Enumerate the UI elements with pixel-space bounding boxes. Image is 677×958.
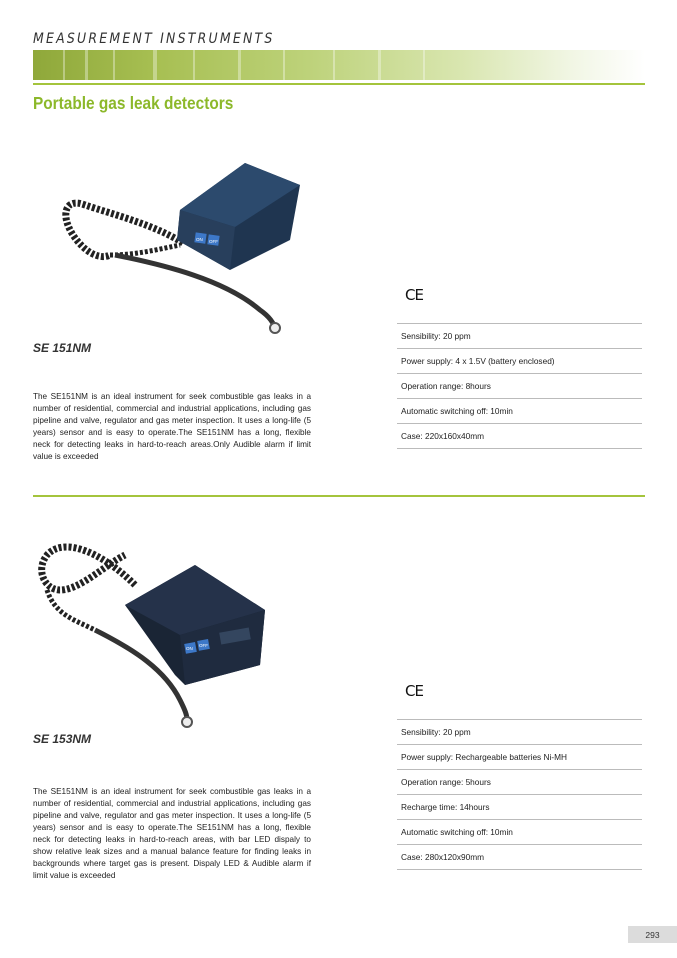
spec-row: Operation range: 5hours: [397, 770, 642, 795]
section-title: MEASUREMENT INSTRUMENTS: [33, 31, 275, 47]
spec-row: Automatic switching off: 10min: [397, 399, 642, 424]
ce-mark-icon: CE: [405, 286, 423, 304]
section-divider: [33, 495, 645, 497]
spec-row: Power supply: 4 x 1.5V (battery enclosed): [397, 349, 642, 374]
product-image-se151nm: [55, 155, 305, 345]
spec-row: Automatic switching off: 10min: [397, 820, 642, 845]
spec-row: Sensibility: 20 ppm: [397, 324, 642, 349]
header-rule: [33, 83, 645, 85]
header-banner: [33, 50, 645, 80]
spec-row: Operation range: 8hours: [397, 374, 642, 399]
spec-row: Recharge time: 14hours: [397, 795, 642, 820]
specs-table-se153nm: [397, 719, 642, 870]
model-se153nm: SE 153NM: [33, 732, 92, 746]
page-title: Portable gas leak detectors: [33, 93, 234, 113]
svg-text:ON: ON: [186, 646, 193, 651]
spec-row: Case: 280x120x90mm: [397, 845, 642, 870]
description-se151nm: The SE151NM is an ideal instrument for seek combustible gas leaks in a number of residential, commercial and industrial applications, including gas pipeline and valve, regulator and gas meter inspection. It uses a long-life (5 years) sensor and is easy to operate.The SE151NM has a long, flexible neck for detecting leaks in hard-to-reach areas.Only Audible alarm if limit value is exceeded: [33, 392, 311, 461]
spec-row: Sensibility: 20 ppm: [397, 720, 642, 745]
svg-text:OFF: OFF: [209, 239, 218, 244]
specs-table-se151nm: [397, 323, 642, 449]
page-number: 293: [628, 926, 677, 943]
svg-text:ON: ON: [196, 237, 203, 242]
product-image-se153nm: [35, 535, 275, 735]
spec-row: Case: 220x160x40mm: [397, 424, 642, 449]
ce-mark-icon: CE: [405, 682, 423, 700]
spec-row: Power supply: Rechargeable batteries Ni-MH: [397, 745, 642, 770]
description-se153nm: The SE151NM is an ideal instrument for seek combustible gas leaks in a number of residential, commercial and industrial applications, including gas pipeline and valve, regulator and gas meter inspection. It uses a long-life (5 years) sensor and is easy to operate.The SE151NM has a long, flexible neck for detecting leaks in hard-to-reach areas, with bar LED dispaly to show relative leak sizes and a manual balance feature for finding leaks in backgrounds where target gas is present. Dispaly LED & Audible alarm if limit value is exceeded: [33, 787, 311, 880]
svg-text:OFF: OFF: [199, 643, 208, 648]
model-se151nm: SE 151NM: [33, 341, 92, 355]
